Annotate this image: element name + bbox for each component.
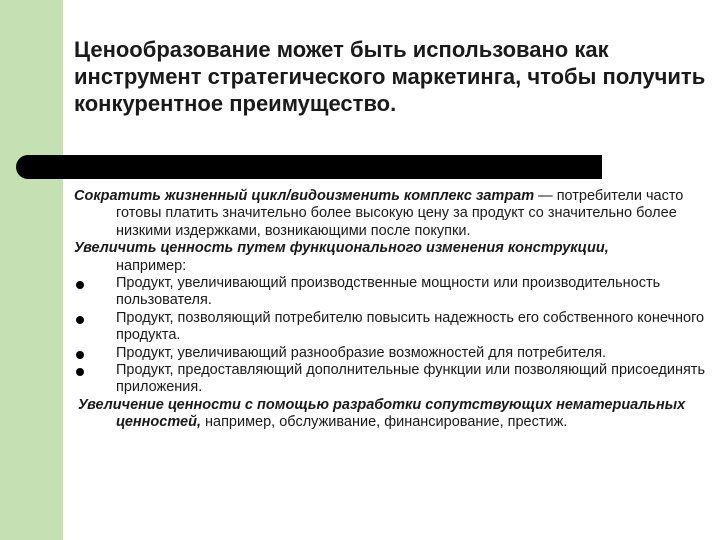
- title-divider-bar: [16, 155, 602, 179]
- list-item-text: Продукт, увеличивающий производственные мощности или производительность пользователя.: [116, 275, 661, 309]
- list-item: [74, 275, 716, 310]
- paragraph-emphasis: Сократить жизненный цикл/видоизменить комплекс затрат: [74, 188, 535, 204]
- list-item: [74, 345, 716, 362]
- list-item-text: Продукт, предоставляющий дополнительные функции или позволяющий присоединять приложения.: [116, 362, 705, 396]
- paragraph-intangible-value: [74, 397, 716, 432]
- bullet-icon: [76, 281, 84, 289]
- bullet-icon: [76, 316, 84, 324]
- slide-body: [74, 188, 716, 432]
- bullet-icon: [76, 351, 84, 359]
- paragraph-increase-value: [74, 240, 716, 257]
- paragraph-text: например, обслуживание, финансирование, престиж.: [200, 414, 568, 431]
- bullet-icon: [76, 368, 84, 376]
- slide-title: Ценообразование может быть использовано как инструмент стратегического маркетинга, чтобы получить конкурентное преимущество.: [74, 37, 706, 116]
- paragraph-text: — потребители часто готовы платить значительно более высокую цену за продукт со значительно более низкими издержками, возникающими после покупки.: [116, 188, 684, 239]
- list-item: [74, 362, 716, 397]
- list-item-text: Продукт, позволяющий потребителю повысить надежность его собственного конечного продукта.: [116, 309, 705, 344]
- paragraph-emphasis: Увеличение ценности с помощью разработки сопутствующих нематериальных ценностей,: [78, 396, 686, 431]
- paragraph-shorten-lifecycle: [74, 188, 716, 240]
- paragraph-emphasis: Увеличить ценность путем функционального изменения конструкции,: [74, 240, 609, 257]
- list-item: [74, 310, 716, 345]
- paragraph-text: например:: [116, 257, 187, 274]
- list-item-text: Продукт, увеличивающий разнообразие возможностей для потребителя.: [116, 344, 607, 361]
